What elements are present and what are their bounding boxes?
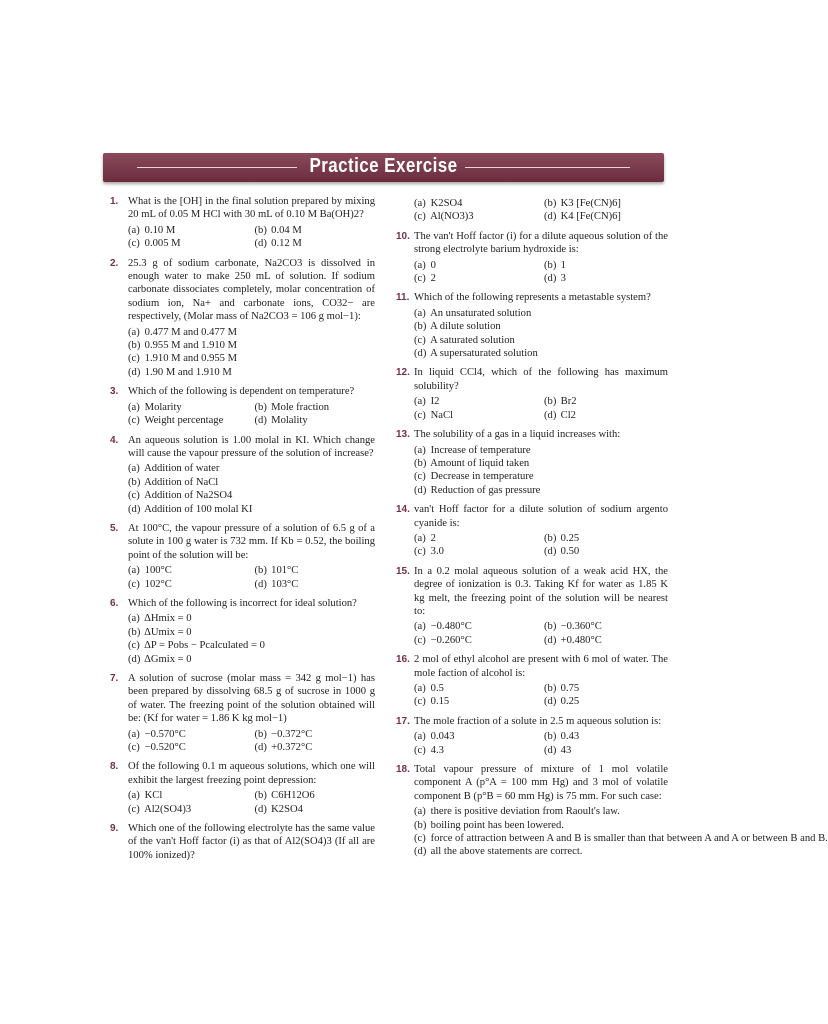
- option-label: (d): [254, 803, 267, 815]
- option-text: Al(NO3)3: [428, 211, 474, 223]
- option-label: (d): [544, 409, 557, 421]
- question-3-option: [128, 414, 249, 427]
- option-text: An unsaturated solution: [428, 307, 532, 319]
- question-13-option: [414, 444, 668, 457]
- option-text: Increase of temperature: [428, 444, 531, 456]
- question-text: The solubility of a gas in a liquid increases with:: [414, 429, 621, 441]
- question-number: 15.: [396, 565, 410, 577]
- question-1-option: [128, 237, 249, 250]
- option-label: (b): [414, 457, 427, 469]
- option-label: (c): [128, 578, 140, 590]
- question-9-option: [544, 197, 668, 210]
- option-label: (a): [414, 396, 426, 408]
- option-label: (c): [414, 833, 426, 845]
- option-label: (a): [128, 790, 140, 802]
- question-11-option: [414, 320, 668, 333]
- question-text: An aqueous solution is 1.00 molal in KI. Which change will cause the vapour pressure of the solution of increase?: [128, 434, 375, 459]
- option-label: (a): [414, 806, 426, 818]
- question-8-option: [128, 789, 249, 802]
- question-9-option: [414, 197, 538, 210]
- option-label: (b): [254, 728, 267, 740]
- option-text: 0.477 M and 0.477 M: [142, 326, 238, 338]
- option-label: (a): [414, 731, 426, 743]
- option-text: there is positive deviation from Raoult's law.: [428, 806, 620, 818]
- option-text: 0.25: [558, 696, 580, 708]
- option-text: K2SO4: [428, 198, 463, 209]
- right-column: [396, 195, 828, 865]
- option-label: (c): [414, 696, 426, 708]
- question-13-options: [414, 444, 668, 498]
- option-label: (b): [544, 731, 557, 743]
- question-7: [110, 672, 375, 754]
- question-number: 1.: [110, 196, 119, 207]
- question-9-option: [414, 210, 538, 223]
- option-text: 1: [558, 259, 566, 271]
- option-label: (a): [414, 198, 426, 209]
- question-18-option: [414, 845, 828, 858]
- question-10-option: [414, 272, 538, 285]
- question-number: 2.: [110, 257, 119, 269]
- option-text: 102°C: [142, 578, 172, 590]
- question-2-option: [128, 352, 375, 365]
- question-text: The van't Hoff factor (i) for a dilute aqueous solution of the strong electrolyte barium hydroxide is:: [414, 230, 668, 256]
- option-text: A dilute solution: [428, 321, 501, 333]
- option-label: (c): [414, 744, 426, 756]
- question-7-options: [128, 728, 375, 755]
- question-text: Which of the following is dependent on temperature?: [128, 386, 355, 398]
- question-4-option: [128, 489, 375, 502]
- question-18-option: [414, 832, 828, 845]
- option-text: Molarity: [142, 401, 182, 413]
- option-label: (d): [414, 348, 427, 360]
- question-1-option: [255, 237, 376, 250]
- option-text: 0.5: [428, 683, 444, 694]
- question-8-options: [128, 789, 375, 816]
- question-13-option: [414, 484, 668, 497]
- question-11: [396, 291, 668, 360]
- question-8-option: [128, 803, 249, 816]
- question-number: 4.: [110, 434, 119, 446]
- option-label: (d): [544, 696, 557, 708]
- question-14-options: [414, 532, 668, 559]
- question-16-option: [414, 695, 538, 708]
- question-4: [110, 434, 375, 516]
- question-15: [396, 565, 668, 647]
- question-17-option: [544, 730, 668, 743]
- option-text: Addition of water: [142, 463, 220, 475]
- option-text: ΔP = Pobs − Pcalculated = 0: [142, 640, 265, 652]
- page-title: Practice Exercise: [309, 155, 458, 177]
- question-text: A solution of sucrose (molar mass = 342 g mol−1) has been prepared by dissolving 68.5 g of sucrose in 1000 g of water. The freezing point of the solution obtained will be: (Kf for water = 1.86 K kg mol−1): [128, 673, 375, 725]
- option-text: 0.10 M: [142, 224, 176, 236]
- question-3-options: [128, 401, 375, 428]
- option-text: 0.75: [558, 683, 580, 694]
- question-text: What is the [OH] in the final solution prepared by mixing 20 mL of 0.05 M HCl with 30 mL of 0.10 M Ba(OH)2?: [128, 196, 375, 221]
- question-4-option: [128, 476, 375, 489]
- option-text: force of attraction between A and B is smaller than that between A and A or between B and B.: [428, 833, 828, 845]
- option-text: 43: [558, 744, 572, 756]
- option-label: (c): [128, 803, 140, 815]
- question-10-option: [544, 259, 668, 272]
- question-10-option: [544, 272, 668, 285]
- question-5-option: [255, 564, 376, 577]
- option-text: K2SO4: [268, 803, 303, 815]
- question-17-options: [414, 730, 668, 757]
- question-number: 3.: [110, 386, 119, 398]
- question-17: [396, 715, 668, 757]
- question-7-option: [128, 741, 249, 754]
- option-text: 0.12 M: [268, 238, 302, 250]
- option-label: (d): [544, 546, 557, 558]
- left-column: [110, 195, 375, 868]
- option-text: Mole fraction: [268, 401, 330, 413]
- question-number: 11.: [396, 292, 410, 304]
- option-label: (c): [414, 634, 426, 646]
- question-number: 8.: [110, 761, 119, 773]
- option-label: (b): [128, 476, 141, 488]
- option-text: Reduction of gas pressure: [428, 484, 541, 496]
- option-text: Amount of liquid taken: [428, 457, 530, 469]
- question-number: 16.: [396, 654, 410, 666]
- option-text: 0.15: [428, 696, 450, 708]
- option-text: Cl2: [558, 409, 576, 421]
- question-5-option: [255, 578, 376, 591]
- question-6: [110, 597, 375, 666]
- option-text: Weight percentage: [142, 415, 224, 427]
- question-2-option: [128, 366, 375, 379]
- option-label: (b): [254, 224, 267, 236]
- question-1-option: [128, 224, 249, 237]
- question-6-option: [128, 612, 375, 625]
- question-text: At 100°C, the vapour pressure of a solution of 6.5 g of a solute in 100 g water is 732 mm. If Kb = 0.52, the boiling point of the solution will be:: [128, 522, 375, 561]
- question-number: 13.: [396, 429, 410, 441]
- question-number: 10.: [396, 230, 410, 242]
- option-label: (b): [254, 401, 267, 413]
- option-label: (a): [128, 401, 140, 413]
- question-4-options: [128, 462, 375, 516]
- question-number: 6.: [110, 597, 119, 609]
- question-2-options: [128, 326, 375, 380]
- question-12-option: [414, 395, 538, 408]
- option-label: (d): [128, 653, 141, 665]
- option-label: (b): [544, 396, 557, 408]
- question-number: 17.: [396, 715, 410, 727]
- question-17-option: [544, 744, 668, 757]
- question-number: 18.: [396, 764, 410, 776]
- q9-options: [396, 197, 668, 224]
- question-18: [396, 763, 828, 859]
- option-text: 0.43: [558, 731, 580, 743]
- option-label: (d): [254, 742, 267, 754]
- option-text: Molality: [268, 415, 308, 427]
- question-8: [110, 760, 375, 816]
- option-text: Br2: [558, 396, 577, 408]
- option-label: (a): [414, 683, 426, 694]
- question-11-option: [414, 334, 668, 347]
- option-label: (d): [414, 484, 427, 496]
- question-14-option: [544, 545, 668, 558]
- question-8-option: [255, 789, 376, 802]
- question-14-option: [544, 532, 668, 545]
- option-label: (a): [128, 565, 140, 577]
- option-label: (a): [414, 621, 426, 633]
- question-6-option: [128, 639, 375, 652]
- option-label: (c): [414, 409, 426, 421]
- option-label: (b): [544, 683, 557, 694]
- question-12-option: [544, 395, 668, 408]
- option-text: A supersaturated solution: [428, 348, 538, 360]
- option-label: (b): [414, 819, 427, 831]
- question-15-option: [544, 620, 668, 633]
- option-label: (d): [128, 366, 141, 378]
- option-label: (c): [128, 742, 140, 754]
- option-label: (c): [128, 238, 140, 250]
- question-4-option: [128, 462, 375, 475]
- question-16-option: [414, 682, 538, 695]
- question-3-option: [255, 401, 376, 414]
- question-2: [110, 257, 375, 380]
- option-label: (d): [544, 744, 557, 756]
- question-4-option: [128, 503, 375, 516]
- option-text: 0.005 M: [142, 238, 181, 250]
- option-text: +0.480°C: [558, 634, 602, 646]
- question-text: van't Hoff factor for a dilute solution of sodium argento cyanide is:: [414, 504, 668, 529]
- question-1: [110, 195, 375, 251]
- option-text: 3: [558, 273, 566, 285]
- option-text: Decrease in temperature: [428, 471, 534, 483]
- option-text: 0: [428, 259, 436, 271]
- question-text: Total vapour pressure of mixture of 1 mol volatile component A (p°A = 100 mm Hg) and 3 mol of volatile component B (p°B = 60 mm Hg) is 75 mm. For such case:: [414, 764, 668, 802]
- question-5-options: [128, 564, 375, 591]
- question-16-option: [544, 695, 668, 708]
- option-label: (a): [414, 307, 426, 319]
- option-text: ΔGmix = 0: [142, 653, 192, 665]
- option-text: Al2(SO4)3: [142, 803, 192, 815]
- option-label: (a): [414, 532, 426, 544]
- option-label: (b): [544, 621, 557, 633]
- question-18-options: [414, 805, 828, 859]
- option-text: Addition of Na2SO4: [142, 490, 233, 502]
- question-18-option: [414, 819, 828, 832]
- question-12-option: [414, 409, 538, 422]
- option-label: (d): [128, 503, 141, 515]
- right-questions: [396, 230, 828, 859]
- practice-exercise-banner: [103, 153, 664, 182]
- question-text: In a 0.2 molal aqueous solution of a weak acid HX, the degree of ionization is 0.3. Taking Kf for water as 1.85 K kg melt, the freezing point of the solution will be nearest to:: [414, 565, 668, 617]
- option-text: −0.260°C: [428, 634, 472, 646]
- option-label: (d): [254, 238, 267, 250]
- question-15-option: [414, 620, 538, 633]
- option-text: ΔUmix = 0: [142, 626, 192, 638]
- option-text: all the above statements are correct.: [428, 846, 583, 858]
- option-label: (a): [128, 224, 140, 236]
- question-15-option: [544, 634, 668, 647]
- option-text: 0.043: [428, 731, 455, 743]
- question-11-options: [414, 307, 668, 361]
- option-text: 1.90 M and 1.910 M: [142, 366, 232, 378]
- option-text: 0.955 M and 1.910 M: [142, 340, 238, 352]
- option-text: −0.480°C: [428, 621, 472, 633]
- question-number: 14.: [396, 504, 410, 516]
- question-text: 25.3 g of sodium carbonate, Na2CO3 is dissolved in enough water to make 250 mL of solution. If sodium carbonate dissociates completely, molar concentration of sodium ion, Na+ and carbonate ions, CO32− are respectively, (Molar mass of Na2CO3 = 106 g mol−1):: [128, 257, 375, 323]
- option-label: (d): [414, 846, 427, 858]
- option-text: 103°C: [268, 578, 299, 590]
- question-10: [396, 230, 668, 286]
- option-label: (a): [128, 728, 140, 740]
- question-6-options: [128, 612, 375, 666]
- option-label: (b): [414, 321, 427, 333]
- question-10-options: [414, 259, 668, 286]
- option-label: (c): [414, 211, 426, 223]
- question-5-option: [128, 578, 249, 591]
- question-14: [396, 503, 668, 559]
- option-label: (c): [414, 546, 426, 558]
- question-7-option: [128, 728, 249, 741]
- question-3-option: [255, 414, 376, 427]
- question-13-option: [414, 457, 668, 470]
- question-text: 2 mol of ethyl alcohol are present with 6 mol of water. The mole faction of alcohol is:: [414, 654, 668, 679]
- question-7-option: [255, 741, 376, 754]
- question-10-option: [414, 259, 538, 272]
- question-6-option: [128, 626, 375, 639]
- question-6-option: [128, 653, 375, 666]
- option-text: 0.50: [558, 546, 580, 558]
- option-text: A saturated solution: [428, 334, 515, 346]
- option-text: 2: [428, 532, 436, 544]
- question-9-option: [544, 210, 668, 223]
- option-label: (c): [128, 415, 140, 427]
- option-text: −0.360°C: [558, 621, 602, 633]
- question-5-option: [128, 564, 249, 577]
- option-label: (c): [414, 471, 426, 483]
- option-text: 3.0: [428, 546, 444, 558]
- question-12-options: [414, 395, 668, 422]
- question-number: 5.: [110, 522, 119, 534]
- question-18-option: [414, 805, 828, 818]
- option-label: (b): [254, 565, 267, 577]
- option-label: (a): [414, 259, 426, 271]
- option-label: (a): [128, 326, 140, 338]
- question-17-option: [414, 730, 538, 743]
- question-text: Which one of the following electrolyte has the same value of the van't Hoff factor (i) as that of Al2(SO4)3 (If all are 100% ionized)?: [128, 823, 375, 861]
- option-text: 1.910 M and 0.955 M: [142, 353, 238, 365]
- option-label: (d): [544, 211, 557, 223]
- question-2-option: [128, 339, 375, 352]
- question-13: [396, 428, 668, 497]
- option-label: (c): [128, 490, 140, 502]
- question-15-options: [414, 620, 668, 647]
- option-label: (c): [128, 640, 140, 652]
- question-text: In liquid CCl4, which of the following has maximum solubility?: [414, 367, 668, 392]
- question-5: [110, 522, 375, 591]
- option-label: (b): [128, 626, 141, 638]
- option-label: (c): [414, 273, 426, 285]
- option-text: K3 [Fe(CN)6]: [558, 198, 621, 209]
- option-text: −0.570°C: [142, 728, 186, 740]
- option-label: (a): [128, 463, 140, 475]
- option-label: (c): [128, 353, 140, 365]
- question-text: Of the following 0.1 m aqueous solutions, which one will exhibit the largest freezing point depression:: [128, 761, 375, 786]
- question-16: [396, 653, 668, 709]
- question-3: [110, 385, 375, 427]
- question-16-option: [544, 682, 668, 695]
- option-text: +0.372°C: [268, 742, 313, 754]
- question-3-option: [128, 401, 249, 414]
- option-label: (b): [544, 259, 557, 271]
- option-text: 0.04 M: [268, 224, 302, 236]
- option-text: C6H12O6: [268, 790, 315, 802]
- question-number: 7.: [110, 673, 119, 684]
- option-text: −0.520°C: [142, 742, 186, 754]
- option-text: 101°C: [268, 565, 299, 577]
- question-1-option: [255, 224, 376, 237]
- option-text: Addition of NaCl: [142, 476, 219, 488]
- question-text: Which of the following is incorrect for ideal solution?: [128, 597, 357, 609]
- option-label: (d): [254, 415, 267, 427]
- question-13-option: [414, 470, 668, 483]
- option-text: boiling point has been lowered.: [428, 819, 564, 831]
- option-label: (b): [254, 790, 267, 802]
- question-14-option: [414, 532, 538, 545]
- option-text: NaCl: [428, 409, 454, 421]
- option-text: 100°C: [142, 565, 172, 577]
- option-label: (d): [254, 578, 267, 590]
- question-12: [396, 366, 668, 422]
- option-label: (d): [544, 273, 557, 285]
- question-2-option: [128, 326, 375, 339]
- question-text: Which of the following represents a metastable system?: [414, 292, 651, 304]
- question-11-option: [414, 347, 668, 360]
- question-number: 12.: [396, 367, 410, 379]
- question-8-option: [255, 803, 376, 816]
- question-17-option: [414, 744, 538, 757]
- option-label: (a): [128, 613, 140, 625]
- option-label: (b): [128, 340, 141, 352]
- question-14-option: [414, 545, 538, 558]
- question-text: The mole fraction of a solute in 2.5 m aqueous solution is:: [414, 715, 662, 727]
- question-number: 9.: [110, 823, 119, 835]
- question-16-options: [414, 682, 668, 709]
- option-text: K4 [Fe(CN)6]: [558, 211, 621, 223]
- option-label: (c): [414, 334, 426, 346]
- question-7-option: [255, 728, 376, 741]
- question-12-option: [544, 409, 668, 422]
- question-15-option: [414, 634, 538, 647]
- option-text: −0.372°C: [268, 728, 313, 740]
- option-text: KCl: [142, 790, 163, 802]
- option-label: (a): [414, 444, 426, 456]
- question-9: [110, 822, 375, 862]
- option-label: (d): [544, 634, 557, 646]
- question-11-option: [414, 307, 668, 320]
- option-label: (b): [544, 198, 557, 209]
- option-text: 2: [428, 273, 436, 285]
- option-text: I2: [428, 396, 440, 408]
- question-1-options: [128, 224, 375, 251]
- option-text: 4.3: [428, 744, 444, 756]
- option-text: ΔHmix = 0: [142, 613, 192, 625]
- option-label: (b): [544, 532, 557, 544]
- option-text: 0.25: [558, 532, 580, 544]
- option-text: Addition of 100 molal KI: [142, 503, 253, 515]
